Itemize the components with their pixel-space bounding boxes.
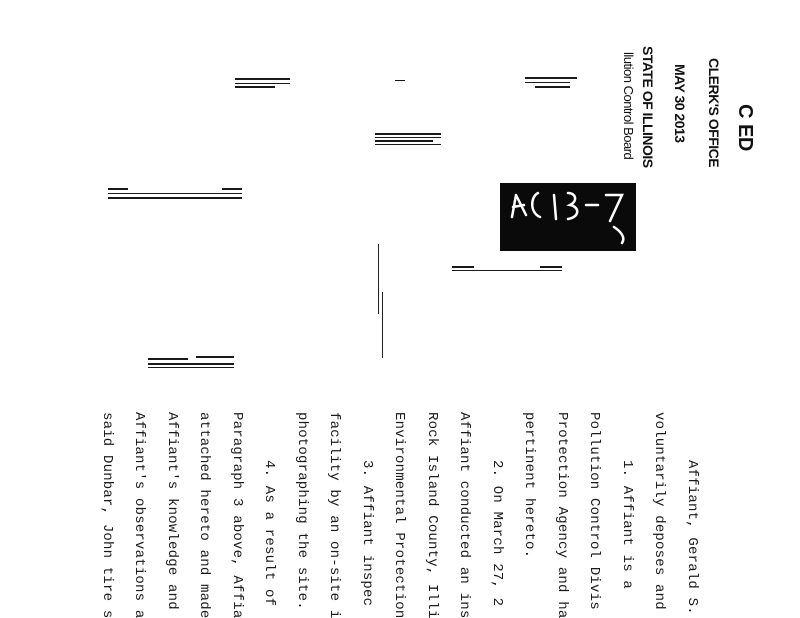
body-line: facility by an on-site i	[326, 412, 342, 618]
redaction-bar	[375, 144, 441, 145]
redaction-bar	[222, 188, 242, 190]
redaction-bar	[525, 82, 570, 83]
body-line: Affiant, Gerald S.	[684, 460, 700, 615]
body-line: Affiant's knowledge and	[164, 412, 180, 610]
body-line: attached hereto and made	[196, 412, 212, 618]
body-line: 2. On March 27, 2	[489, 460, 505, 607]
body-line: Protection Agency and ha	[554, 412, 570, 618]
redaction-bar	[535, 86, 570, 88]
body-line: Environmental Protection	[391, 412, 407, 618]
body-line: Affiant's observations a	[131, 412, 147, 618]
redaction-bar	[235, 83, 290, 84]
redaction-bar	[395, 80, 405, 81]
stamp-clerks-office: CLERK'S OFFICE	[706, 58, 722, 168]
scan-rule	[378, 244, 379, 314]
redaction-bar	[235, 78, 290, 80]
handwritten-label-box	[500, 183, 636, 251]
body-line: Paragraph 3 above, Affia	[229, 412, 245, 618]
body-line: Pollution Control Divis	[586, 412, 602, 610]
redaction-bar	[452, 266, 474, 268]
redaction-bar	[148, 363, 234, 365]
redaction-bar	[540, 266, 562, 268]
redaction-bar	[375, 140, 433, 142]
redaction-bar	[375, 137, 441, 138]
stamp-state: STATE OF ILLINOIS	[640, 46, 656, 168]
handwritten-mark	[510, 187, 630, 247]
body-line: 1. Affiant is a	[619, 460, 635, 590]
body-line: photographing the site.	[294, 412, 310, 610]
body-line: Affiant conducted an ins	[456, 412, 472, 618]
body-line: pertinent hereto.	[521, 412, 537, 559]
redaction-bar	[148, 367, 234, 368]
body-line: said Dunbar, John tire s	[99, 412, 115, 618]
stamp-letter-c: C	[734, 104, 756, 118]
body-line: 3. Affiant inspec	[359, 460, 375, 607]
redaction-bar	[235, 86, 275, 88]
body-line: voluntarily deposes and	[651, 412, 667, 610]
redaction-bar	[452, 270, 562, 271]
redaction-bar	[375, 133, 441, 135]
stamp-date: MAY 30 2013	[672, 64, 688, 143]
redaction-bar	[196, 356, 234, 358]
body-line: Rock Island County, Illi	[424, 412, 440, 618]
redaction-bar	[148, 358, 188, 360]
redaction-bar	[108, 197, 242, 199]
body-line: 4. As a result of	[261, 460, 277, 607]
redaction-bar	[108, 193, 242, 194]
stamp-letters-ed: ED	[734, 124, 756, 151]
redaction-bar	[108, 188, 128, 190]
redaction-bar	[525, 77, 577, 79]
scan-rule	[382, 292, 383, 358]
stamp-board: llution Control Board	[621, 52, 636, 160]
